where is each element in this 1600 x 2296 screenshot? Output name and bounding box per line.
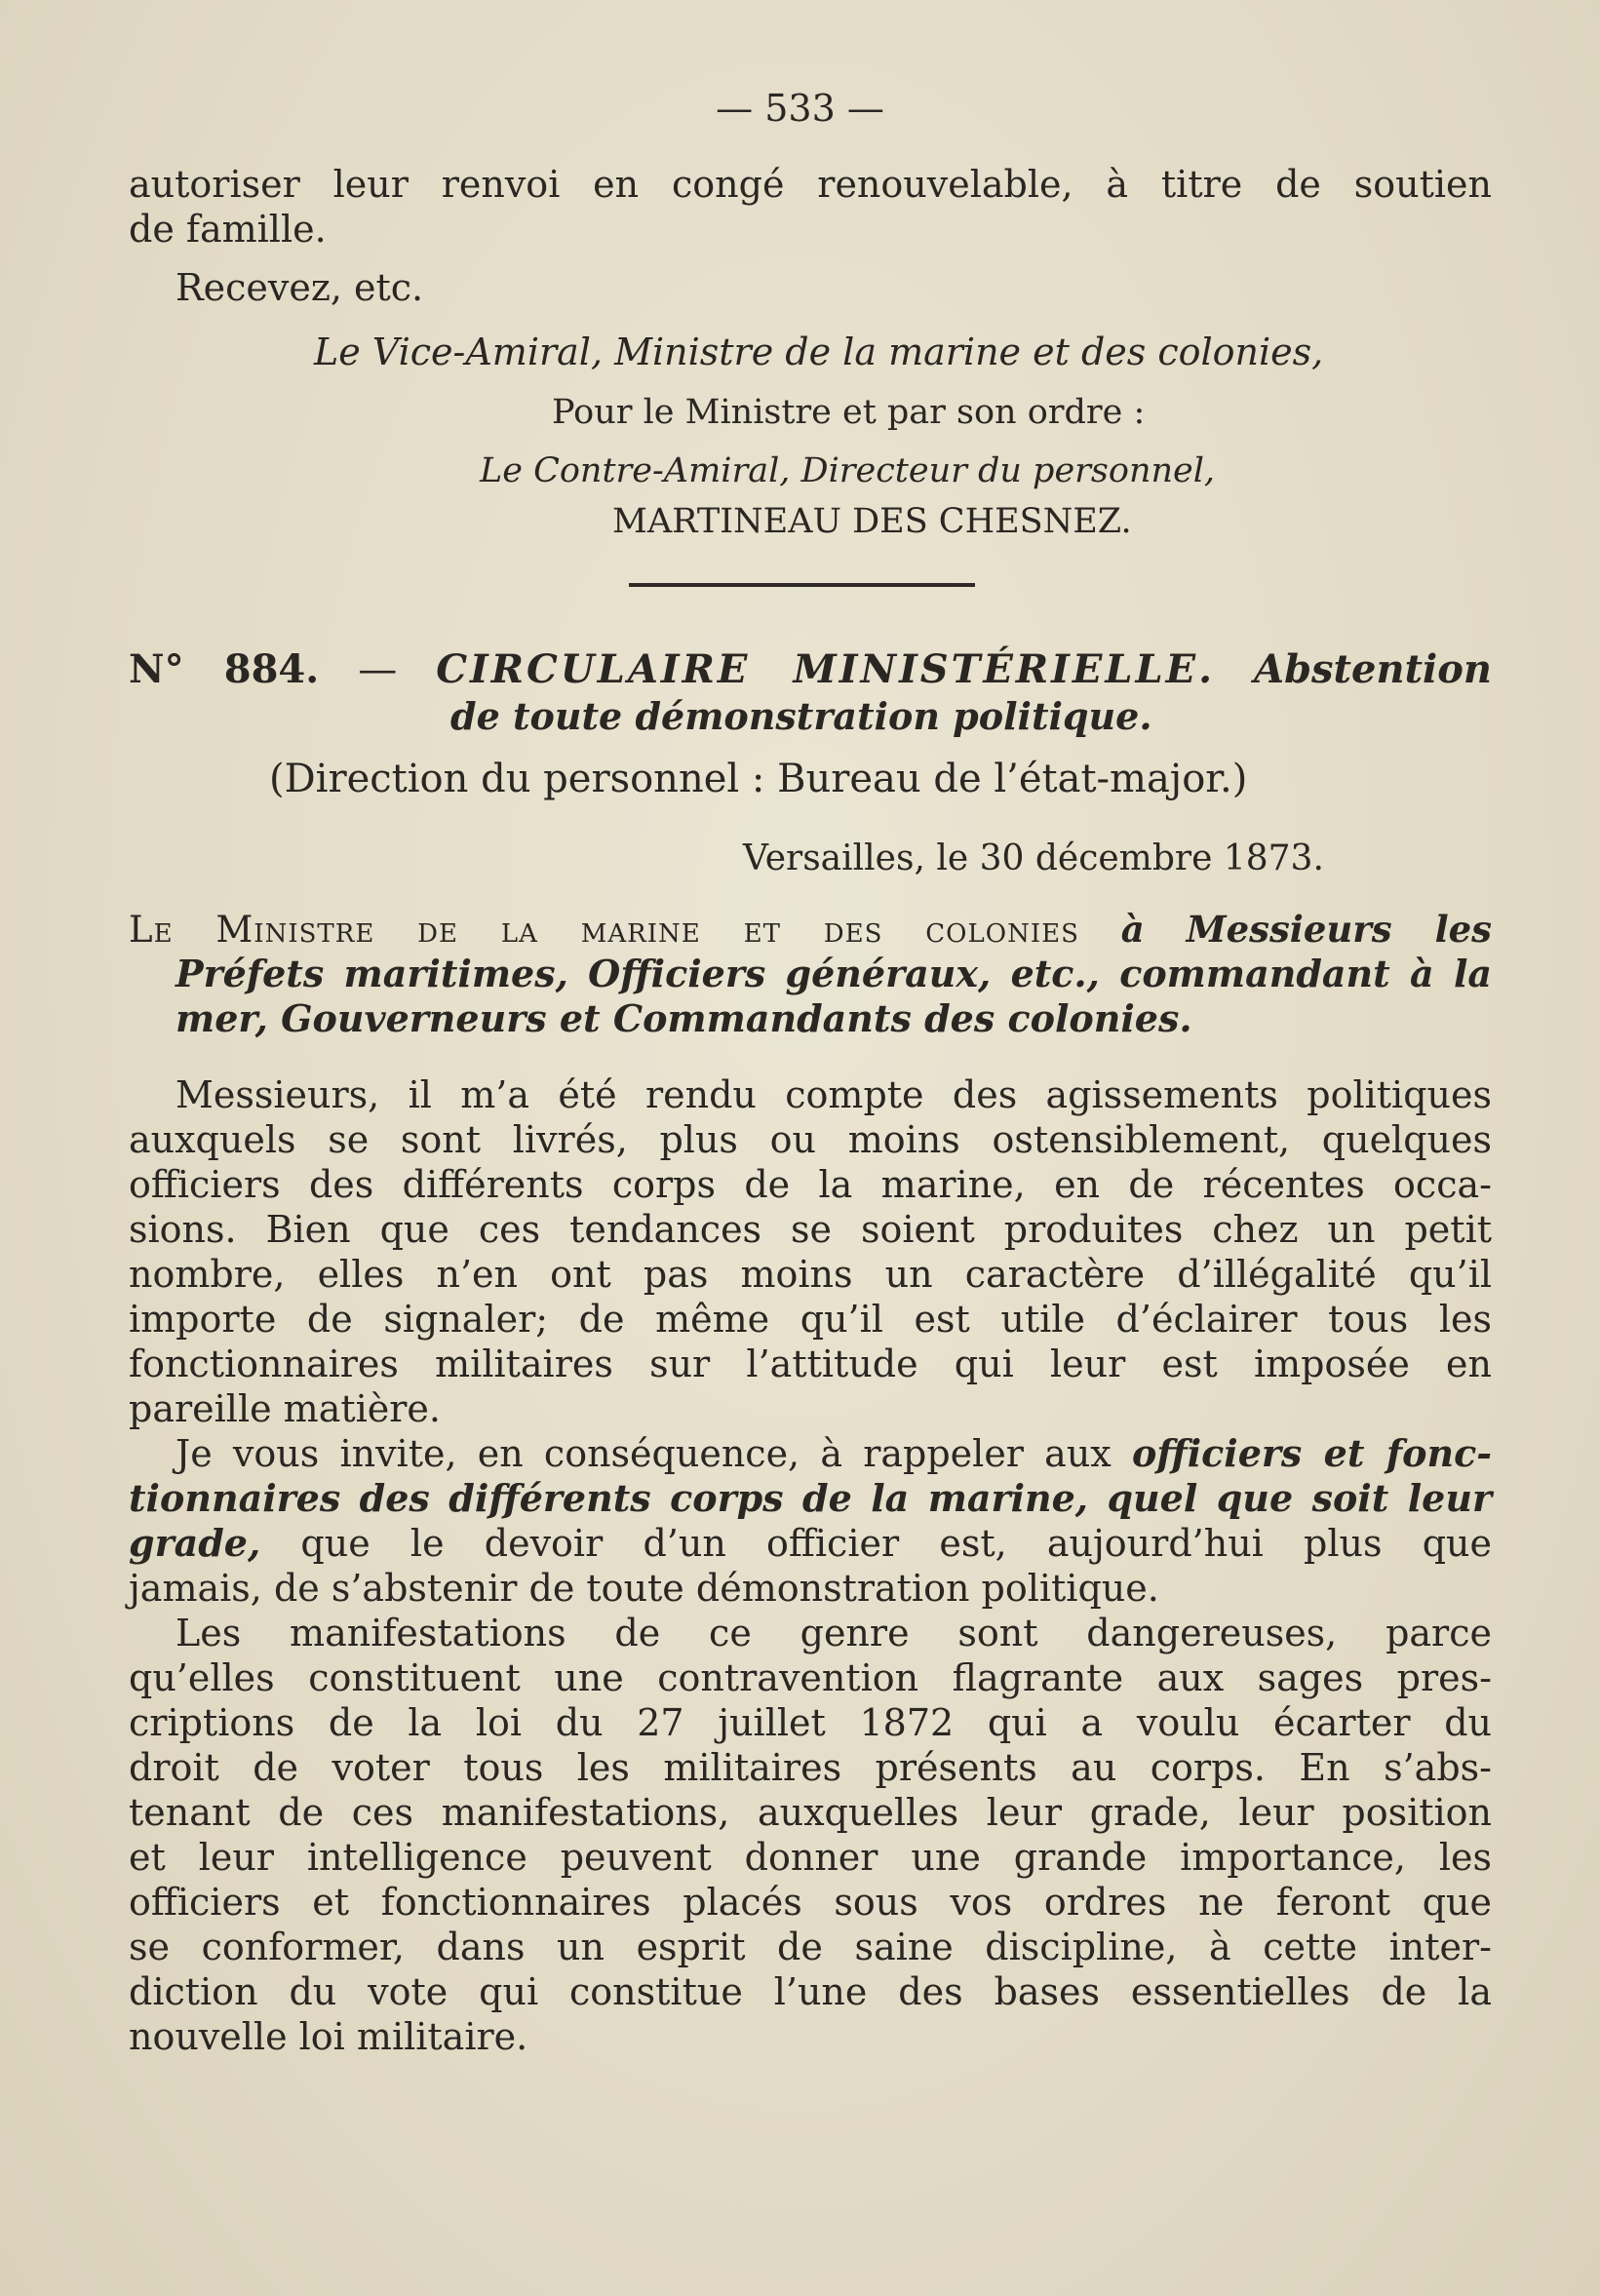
circular-date: Versailles, le 30 décembre 1873. — [743, 838, 1324, 878]
paragraph-line: sions. Bien que ces tendances se soient produites chez un petit — [129, 1208, 1492, 1251]
address-recipient: Messieurs les — [1186, 908, 1493, 951]
paragraph-line — [129, 1521, 1492, 1566]
text-line: autoriser leur renvoi en congé renouvelable, à titre de soutien — [129, 163, 1492, 206]
paragraph-line: Messieurs, il m’a été rendu compte des agissements politiques — [176, 1073, 1492, 1116]
paragraph-line: Les manifestations de ce genre sont dangereuses, parce — [176, 1612, 1492, 1654]
paragraph-line: criptions de la loi du 27 juillet 1872 qui a voulu écarter du — [129, 1701, 1492, 1744]
paragraph-line: qu’elles constituent une contravention flagrante aux sages pres- — [129, 1656, 1492, 1699]
paragraph-line: importe de signaler; de même qu’il est utile d’éclairer tous les — [129, 1298, 1492, 1341]
closing-formula: Recevez, etc. — [176, 266, 424, 309]
address-preposition: à — [1120, 908, 1145, 951]
paragraph-emphasis: grade, — [129, 1521, 261, 1565]
text-line: de famille. — [129, 208, 327, 251]
page-number: — 533 — — [716, 87, 884, 130]
signature-order: Pour le Ministre et par son ordre : — [552, 393, 1146, 432]
paragraph-line: officiers des différents corps de la marine, en de récentes occa- — [129, 1163, 1492, 1206]
paragraph-line: se conformer, dans un esprit de saine discipline, à cette inter- — [129, 1926, 1492, 1968]
circular-type: CIRCULAIRE MINISTÉRIELLE. — [436, 646, 1216, 692]
paragraph-line: nouvelle loi militaire. — [129, 2015, 528, 2058]
address-recipient: mer, Gouverneurs et Commandants des colonies. — [176, 996, 1192, 1040]
circular-direction: (Direction du personnel : Bureau de l’état-major.) — [269, 757, 1248, 801]
circular-heading — [129, 647, 1492, 692]
signature-title: Le Contre-Amiral, Directeur du personnel, — [480, 451, 1216, 490]
circular-subject: Abstention — [1254, 646, 1492, 692]
paragraph-line: fonctionnaires militaires sur l’attitude qui leur est imposée en — [129, 1343, 1492, 1385]
circular-number: N° 884. — [129, 646, 320, 692]
paragraph-emphasis: tionnaires des différents corps de la marine, quel que soit leur — [129, 1476, 1492, 1520]
paragraph-text: Je vous invite, en conséquence, à rappeler aux — [176, 1432, 1112, 1475]
paragraph-text: que le devoir d’un officier est, aujourd’hui plus que — [300, 1522, 1492, 1565]
paragraph-line: diction du vote qui constitue l’une des bases essentielles de la — [129, 1970, 1492, 2013]
circular-subject: de toute démonstration politique. — [450, 694, 1152, 738]
address-line — [129, 907, 1492, 953]
paragraph-line: droit de voter tous les militaires présents au corps. En s’abs- — [129, 1746, 1492, 1789]
address-sender: Le Ministre de la marine et des colonies — [129, 909, 1079, 951]
heading-dash: — — [358, 647, 398, 692]
paragraph-line: et leur intelligence peuvent donner une grande importance, les — [129, 1836, 1492, 1879]
paragraph-line: jamais, de s’abstenir de toute démonstration politique. — [129, 1567, 1159, 1610]
address-recipient: Préfets maritimes, Officiers généraux, etc., commandant à la — [176, 952, 1492, 995]
signature-title: Le Vice-Amiral, Ministre de la marine et des colonies, — [314, 331, 1324, 373]
paragraph-line: auxquels se sont livrés, plus ou moins ostensiblement, quelques — [129, 1118, 1492, 1161]
paragraph-emphasis: officiers et fonc- — [1131, 1431, 1492, 1475]
paragraph-line: officiers et fonctionnaires placés sous vos ordres ne feront que — [129, 1881, 1492, 1924]
paragraph-line: tenant de ces manifestations, auxquelles leur grade, leur position — [129, 1791, 1492, 1834]
paragraph-line: nombre, elles n’en ont pas moins un caractère d’illégalité qu’il — [129, 1253, 1492, 1296]
paragraph-line — [176, 1431, 1492, 1476]
section-divider — [629, 583, 975, 587]
paragraph-line: pareille matière. — [129, 1387, 441, 1430]
signature-name: MARTINEAU DES CHESNEZ. — [612, 502, 1132, 541]
